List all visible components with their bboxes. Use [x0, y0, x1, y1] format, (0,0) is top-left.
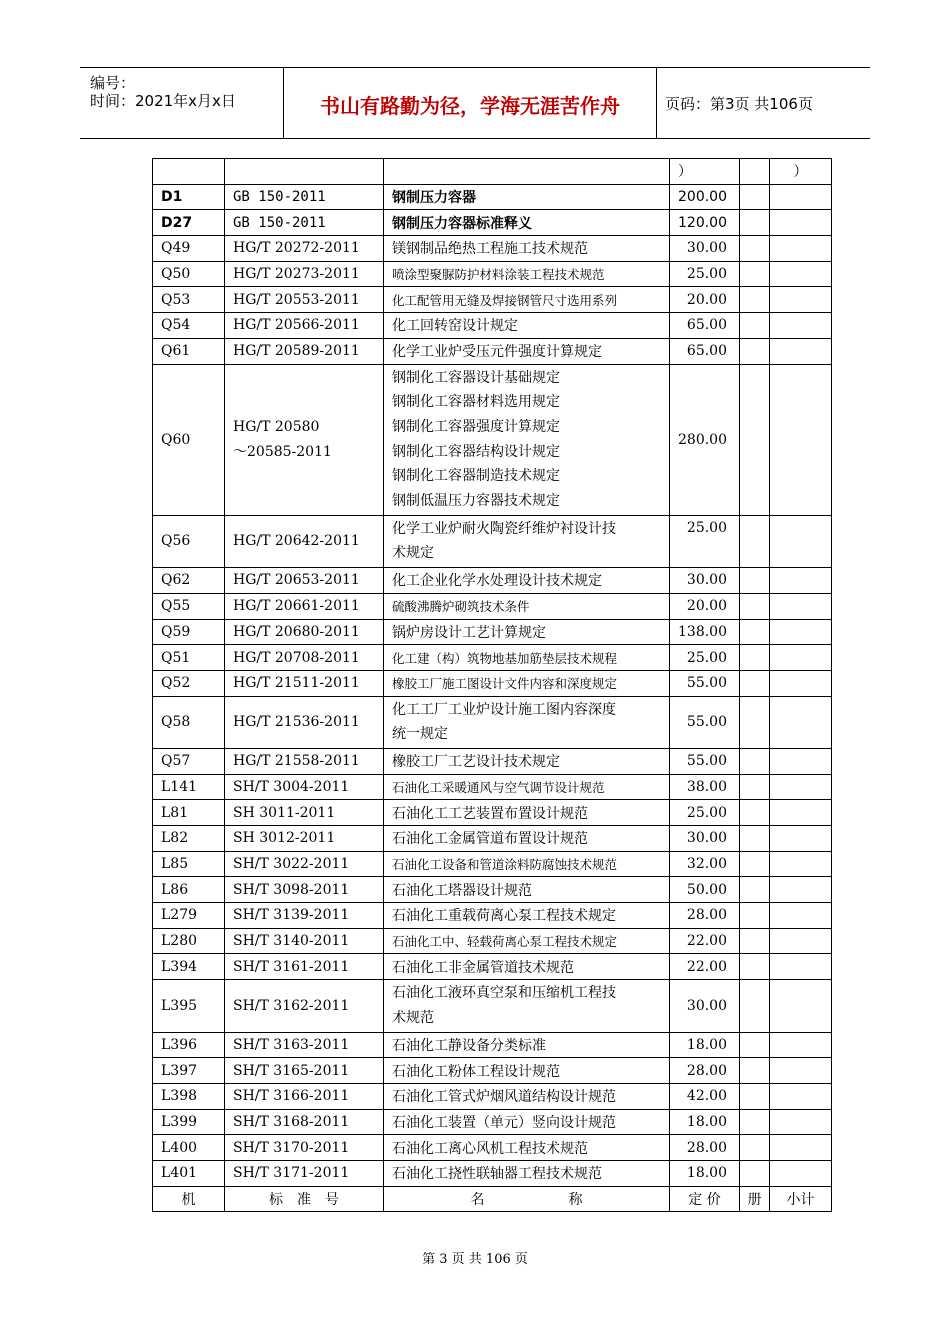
table-row: [153, 287, 832, 313]
price-cell: 120.00: [670, 210, 740, 236]
volume-cell: [740, 261, 770, 287]
volume-cell: [740, 980, 770, 1032]
footer-cell: 定 价: [670, 1186, 740, 1212]
code-cell: L400: [153, 1135, 225, 1161]
code-cell: L280: [153, 928, 225, 954]
volume-cell: [740, 748, 770, 774]
code-cell: Q62: [153, 568, 225, 594]
time-label: 时间：2021年x月x日: [90, 92, 236, 110]
table-row: [153, 980, 832, 1032]
code-cell: Q50: [153, 261, 225, 287]
std-cell: SH/T 3163-2011: [225, 1032, 384, 1058]
volume-cell: [740, 338, 770, 364]
subtotal-cell: [770, 568, 832, 594]
name-cell: 石油化工设备和管道涂料防腐蚀技术规范: [384, 851, 670, 877]
volume-cell: [740, 1109, 770, 1135]
name-cell: 橡胶工厂工艺设计技术规定: [384, 748, 670, 774]
code-cell: L401: [153, 1161, 225, 1187]
code-cell: Q52: [153, 670, 225, 696]
volume-cell: [740, 954, 770, 980]
header-page-info: 页码：第3页 共106页: [665, 95, 813, 113]
table-row: [153, 1135, 832, 1161]
code-cell: Q51: [153, 645, 225, 671]
name-line: 术规定: [392, 545, 434, 562]
std-cell: GB 150-2011: [225, 184, 384, 210]
code-cell: L85: [153, 851, 225, 877]
code-cell: L398: [153, 1083, 225, 1109]
table-row: [153, 568, 832, 594]
std-cell: HG/T 20273-2011: [225, 261, 384, 287]
price-cell: 18.00: [670, 1161, 740, 1187]
price-cell: 30.00: [670, 236, 740, 262]
subtotal-cell: [770, 338, 832, 364]
volume-cell: [740, 1083, 770, 1109]
table-cell: [153, 159, 225, 185]
std-cell: HG/T 20553-2011: [225, 287, 384, 313]
table-row: [153, 313, 832, 339]
code-cell: Q60: [153, 364, 225, 515]
code-cell: L81: [153, 800, 225, 826]
table-cell: [384, 159, 670, 185]
std-cell: HG/T 21558-2011: [225, 748, 384, 774]
volume-cell: [740, 515, 770, 567]
code-cell: Q57: [153, 748, 225, 774]
subtotal-cell: [770, 364, 832, 515]
subtotal-cell: [770, 1083, 832, 1109]
code-cell: L279: [153, 903, 225, 929]
table-row: [153, 1083, 832, 1109]
volume-cell: [740, 1058, 770, 1084]
name-line: 钢制化工容器制造技术规定: [392, 468, 560, 485]
volume-cell: [740, 210, 770, 236]
volume-cell: [740, 851, 770, 877]
code-cell: L397: [153, 1058, 225, 1084]
volume-cell: [740, 903, 770, 929]
header-motto: 书山有路勤为径，学海无涯苦作舟: [320, 94, 620, 118]
std-cell: GB 150-2011: [225, 210, 384, 236]
name-cell: 石油化工管式炉烟风道结构设计规范: [384, 1083, 670, 1109]
page-footer: 第 3 页 共 106 页: [422, 1252, 528, 1267]
subtotal-cell: [770, 1109, 832, 1135]
subtotal-cell: [770, 928, 832, 954]
name-cell: 石油化工装置（单元）竖向设计规范: [384, 1109, 670, 1135]
subtotal-cell: [770, 1058, 832, 1084]
name-cell: 化工企业化学水处理设计技术规定: [384, 568, 670, 594]
volume-cell: [740, 236, 770, 262]
table-row: [153, 851, 832, 877]
price-cell: 20.00: [670, 593, 740, 619]
header-page-cell: [657, 68, 870, 138]
volume-cell: [740, 774, 770, 800]
subtotal-cell: [770, 670, 832, 696]
table-row: [153, 515, 832, 567]
std-cell: SH/T 3165-2011: [225, 1058, 384, 1084]
volume-cell: [740, 696, 770, 748]
price-cell: 55.00: [670, 748, 740, 774]
name-cell: 石油化工塔器设计规范: [384, 877, 670, 903]
subtotal-cell: [770, 1032, 832, 1058]
price-cell: 65.00: [670, 338, 740, 364]
volume-cell: [740, 877, 770, 903]
subtotal-cell: [770, 800, 832, 826]
std-cell: HG/T 21511-2011: [225, 670, 384, 696]
name-cell: 橡胶工厂施工图设计文件内容和深度规定: [384, 670, 670, 696]
name-cell: 石油化工采暖通风与空气调节设计规范: [384, 774, 670, 800]
std-cell: SH 3011-2011: [225, 800, 384, 826]
code-cell: L86: [153, 877, 225, 903]
name-cell: 石油化工粉体工程设计规范: [384, 1058, 670, 1084]
table-cell: [740, 159, 770, 185]
table-row: [153, 159, 832, 185]
subtotal-cell: [770, 287, 832, 313]
code-cell: L82: [153, 826, 225, 852]
volume-cell: [740, 826, 770, 852]
price-cell: 200.00: [670, 184, 740, 210]
footer-cell: 名 称: [384, 1186, 670, 1212]
volume-cell: [740, 670, 770, 696]
table-row: [153, 236, 832, 262]
name-cell: 石油化工离心风机工程技术规范: [384, 1135, 670, 1161]
name-cell: 石油化工挠性联轴器工程技术规范: [384, 1161, 670, 1187]
std-line: ～20585-2011: [233, 443, 332, 460]
name-line: 钢制低温压力容器技术规定: [392, 493, 560, 510]
std-cell: HG/T 20589-2011: [225, 338, 384, 364]
code-cell: L396: [153, 1032, 225, 1058]
std-cell: HG/T 20272-2011: [225, 236, 384, 262]
table-row: [153, 210, 832, 236]
subtotal-cell: [770, 236, 832, 262]
price-cell: 25.00: [670, 515, 740, 567]
table-row: [153, 1161, 832, 1187]
name-cell: 石油化工工艺装置布置设计规范: [384, 800, 670, 826]
name-cell: 镁钢制品绝热工程施工技术规范: [384, 236, 670, 262]
name-cell: 化工配管用无缝及焊接钢管尺寸选用系列: [384, 287, 670, 313]
price-cell: 18.00: [670, 1032, 740, 1058]
table-row: [153, 593, 832, 619]
price-cell: 28.00: [670, 1058, 740, 1084]
name-cell: 化学工业炉受压元件强度计算规定: [384, 338, 670, 364]
table-row: [153, 670, 832, 696]
price-cell: 280.00: [670, 364, 740, 515]
table-row: [153, 1109, 832, 1135]
code-cell: Q54: [153, 313, 225, 339]
volume-cell: [740, 313, 770, 339]
std-cell: [225, 364, 384, 515]
name-cell: 化工建（构）筑物地基加筋垫层技术规程: [384, 645, 670, 671]
price-cell: 30.00: [670, 826, 740, 852]
number-label: 编号：: [90, 74, 136, 92]
name-cell: 钢制压力容器: [384, 184, 670, 210]
subtotal-cell: [770, 261, 832, 287]
footer-cell: 机: [153, 1186, 225, 1212]
code-cell: D27: [153, 210, 225, 236]
code-cell: Q58: [153, 696, 225, 748]
table-row: [153, 748, 832, 774]
volume-cell: [740, 287, 770, 313]
volume-cell: [740, 800, 770, 826]
table-row: [153, 364, 832, 515]
price-cell: 42.00: [670, 1083, 740, 1109]
std-cell: SH/T 3140-2011: [225, 928, 384, 954]
name-line: 钢制化工容器强度计算规定: [392, 418, 560, 435]
subtotal-cell: [770, 1161, 832, 1187]
std-cell: HG/T 20653-2011: [225, 568, 384, 594]
footer-cell: 小计: [770, 1186, 832, 1212]
table-row: [153, 338, 832, 364]
subtotal-cell: [770, 313, 832, 339]
code-cell: Q59: [153, 619, 225, 645]
name-cell: [384, 696, 670, 748]
std-cell: SH 3012-2011: [225, 826, 384, 852]
price-cell: 20.00: [670, 287, 740, 313]
code-cell: L399: [153, 1109, 225, 1135]
subtotal-cell: [770, 774, 832, 800]
table-row: [153, 696, 832, 748]
name-cell: [384, 980, 670, 1032]
header-motto-cell: [284, 68, 657, 138]
price-cell: 25.00: [670, 261, 740, 287]
name-cell: 石油化工非金属管道技术规范: [384, 954, 670, 980]
price-cell: 55.00: [670, 670, 740, 696]
volume-cell: [740, 1161, 770, 1187]
std-cell: HG/T 21536-2011: [225, 696, 384, 748]
table-row: [153, 903, 832, 929]
price-cell: 65.00: [670, 313, 740, 339]
name-cell: 锅炉房设计工艺计算规定: [384, 619, 670, 645]
code-cell: Q61: [153, 338, 225, 364]
table-cell: ）: [670, 159, 740, 185]
table-row: [153, 774, 832, 800]
standards-table: [152, 158, 832, 1212]
subtotal-cell: [770, 515, 832, 567]
name-cell: 钢制压力容器标准释义: [384, 210, 670, 236]
code-cell: Q49: [153, 236, 225, 262]
name-cell: 石油化工金属管道布置设计规范: [384, 826, 670, 852]
subtotal-cell: [770, 980, 832, 1032]
table-row: [153, 1058, 832, 1084]
code-cell: Q55: [153, 593, 225, 619]
std-cell: SH/T 3170-2011: [225, 1135, 384, 1161]
volume-cell: [740, 928, 770, 954]
table-cell: [225, 159, 384, 185]
subtotal-cell: [770, 748, 832, 774]
table-row: [153, 619, 832, 645]
subtotal-cell: [770, 1135, 832, 1161]
subtotal-cell: [770, 954, 832, 980]
price-cell: 55.00: [670, 696, 740, 748]
price-cell: 22.00: [670, 954, 740, 980]
price-cell: 28.00: [670, 903, 740, 929]
volume-cell: [740, 364, 770, 515]
std-cell: SH/T 3139-2011: [225, 903, 384, 929]
name-cell: 化工回转窑设计规定: [384, 313, 670, 339]
volume-cell: [740, 1032, 770, 1058]
name-cell: [384, 515, 670, 567]
std-cell: SH/T 3162-2011: [225, 980, 384, 1032]
code-cell: L395: [153, 980, 225, 1032]
std-cell: HG/T 20566-2011: [225, 313, 384, 339]
std-cell: HG/T 20661-2011: [225, 593, 384, 619]
name-line: 钢制化工容器结构设计规定: [392, 443, 560, 460]
subtotal-cell: [770, 184, 832, 210]
subtotal-cell: [770, 903, 832, 929]
header-left-cell: [80, 68, 284, 138]
price-cell: 32.00: [670, 851, 740, 877]
price-cell: 138.00: [670, 619, 740, 645]
subtotal-cell: [770, 619, 832, 645]
subtotal-cell: [770, 696, 832, 748]
name-cell: 喷涂型聚脲防护材料涂装工程技术规范: [384, 261, 670, 287]
name-line: 钢制化工容器设计基础规定: [392, 369, 560, 386]
price-cell: 22.00: [670, 928, 740, 954]
volume-cell: [740, 184, 770, 210]
table-row: [153, 877, 832, 903]
price-cell: 25.00: [670, 800, 740, 826]
footer-cell: 标 准 号: [225, 1186, 384, 1212]
table-row: [153, 928, 832, 954]
subtotal-cell: [770, 210, 832, 236]
name-line: 石油化工液环真空泵和压缩机工程技: [392, 985, 616, 1002]
price-cell: 18.00: [670, 1109, 740, 1135]
name-cell: 石油化工静设备分类标准: [384, 1032, 670, 1058]
name-cell: 石油化工中、轻载荷离心泵工程技术规定: [384, 928, 670, 954]
page-header: [80, 67, 870, 139]
name-line: 钢制化工容器材料选用规定: [392, 394, 560, 411]
std-cell: SH/T 3022-2011: [225, 851, 384, 877]
table-footer-row: [153, 1186, 832, 1212]
footer-cell: 册: [740, 1186, 770, 1212]
subtotal-cell: [770, 851, 832, 877]
table-row: [153, 184, 832, 210]
volume-cell: [740, 645, 770, 671]
code-cell: L141: [153, 774, 225, 800]
name-line: 术规范: [392, 1009, 434, 1026]
price-cell: 30.00: [670, 568, 740, 594]
std-cell: HG/T 20708-2011: [225, 645, 384, 671]
volume-cell: [740, 1135, 770, 1161]
std-cell: SH/T 3004-2011: [225, 774, 384, 800]
name-line: 化学工业炉耐火陶瓷纤维炉衬设计技: [392, 520, 616, 537]
volume-cell: [740, 568, 770, 594]
std-cell: HG/T 20642-2011: [225, 515, 384, 567]
code-cell: Q53: [153, 287, 225, 313]
code-cell: D1: [153, 184, 225, 210]
std-cell: SH/T 3171-2011: [225, 1161, 384, 1187]
std-cell: SH/T 3161-2011: [225, 954, 384, 980]
price-cell: 30.00: [670, 980, 740, 1032]
subtotal-cell: [770, 645, 832, 671]
price-cell: 38.00: [670, 774, 740, 800]
volume-cell: [740, 593, 770, 619]
std-line: HG/T 20580: [233, 418, 320, 435]
table-row: [153, 826, 832, 852]
std-cell: HG/T 20680-2011: [225, 619, 384, 645]
name-cell: [384, 364, 670, 515]
table-row: [153, 261, 832, 287]
name-cell: 石油化工重载荷离心泵工程技术规定: [384, 903, 670, 929]
subtotal-cell: [770, 877, 832, 903]
name-line: 化工工厂工业炉设计施工图内容深度: [392, 701, 616, 718]
name-line: 统一规定: [392, 726, 448, 743]
table-row: [153, 800, 832, 826]
subtotal-cell: [770, 593, 832, 619]
price-cell: 50.00: [670, 877, 740, 903]
code-cell: L394: [153, 954, 225, 980]
name-cell: 硫酸沸腾炉砌筑技术条件: [384, 593, 670, 619]
volume-cell: [740, 619, 770, 645]
std-cell: SH/T 3168-2011: [225, 1109, 384, 1135]
table-row: [153, 645, 832, 671]
price-cell: 25.00: [670, 645, 740, 671]
table-cell: ）: [770, 159, 832, 185]
subtotal-cell: [770, 826, 832, 852]
std-cell: SH/T 3098-2011: [225, 877, 384, 903]
table-row: [153, 1032, 832, 1058]
price-cell: 28.00: [670, 1135, 740, 1161]
std-cell: SH/T 3166-2011: [225, 1083, 384, 1109]
table-row: [153, 954, 832, 980]
code-cell: Q56: [153, 515, 225, 567]
